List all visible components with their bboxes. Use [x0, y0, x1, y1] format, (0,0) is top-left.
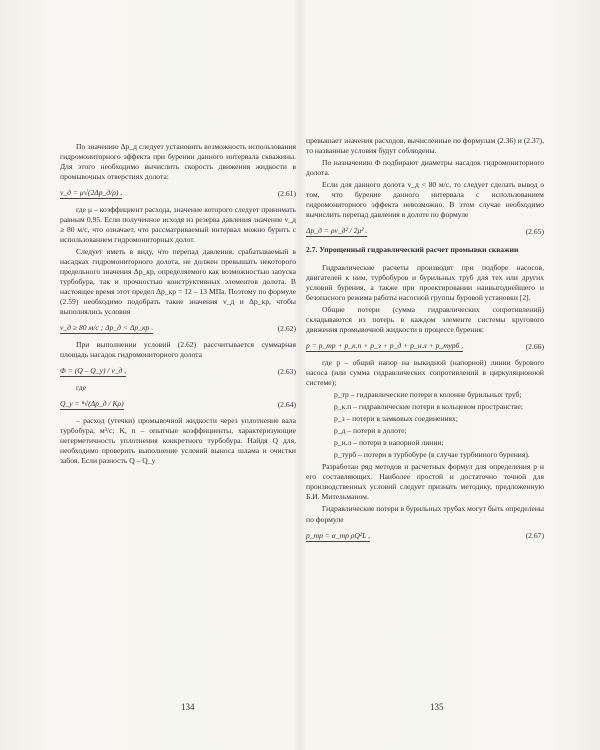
paragraph: Разработан ряд методов и расчетных формул для определения p и его составляющих. Наиболее простой и достаточно точной для производственных условий следует признать методику, предложенную Б.И. Мительманом.: [306, 462, 544, 502]
equation-number: (2.63): [277, 366, 296, 376]
definition-item: p_к.п – гидравлические потери в кольцевом пространстве;: [334, 402, 523, 412]
formula: v_д = μ√(2Δp_д/ρ) ,: [60, 188, 122, 199]
equation-number: (2.67): [525, 531, 544, 541]
paragraph: При выполнении условий (2.62) рассчитывается суммарная площадь насадок гидромониторного долота: [60, 340, 296, 360]
equation-2-64: [60, 399, 296, 410]
paragraph: По значению Δp_д следует установить возможность использования гидромониторного эффекта при бурении данного интервала скважины. Для этого необходимо вычислить скорость движения жидкости в промывочных отверстиях долота:: [60, 142, 296, 182]
where-label: где: [76, 383, 86, 393]
equation-2-66: [306, 341, 544, 352]
definition-item: p_тр – гидравлические потери в колонне бурильных труб;: [334, 390, 522, 400]
equation-2-65: [306, 226, 544, 237]
definition-item: p_д – потери в долоте;: [334, 426, 407, 436]
paragraph: превышает значения расходов, вычисленные по формулам (2.36) и (2.37), то названные условия будут соблюдены.: [306, 136, 544, 156]
paragraph: Гидравлические расчеты производят при подборе насосов, двигателей к ним, турбобуров и бурильных труб для тех или других условий бурения, а также при проектировании наивыгоднейшего и безопасного режима работы насосной группы буровой установки [2].: [306, 263, 544, 303]
paragraph: где p – общий напор на выкидной (напорной) линии бурового насоса (или сумма гидравлических сопротивлений в циркуляционной системе);: [306, 358, 544, 388]
definition-item: p_н.л – потери в напорной линии;: [334, 438, 444, 448]
paragraph: Следует иметь в виду, что перепад давления, срабатываемый в насадках гидромониторного долота, не должен превышать некоторого предельного значения Δp_кр, определяемого как возможностью запуска турбобура, так и прочностью конструктивных элементов долота. В настоящее время этот предел Δp_кр = 12 – 13 МПа. Поэтому по формуле (2.59) необходимо подобрать такие значения v_д и Δp_кр, чтобы выполнялись условия: [60, 247, 296, 317]
formula: v_д ≥ 80 м/с ; Δp_д < Δp_кр .: [60, 323, 153, 334]
paragraph: По назначению Φ подбирают диаметры насадок гидромониторного долота.: [306, 158, 544, 178]
equation-number: (2.62): [277, 323, 296, 333]
equation-2-61: [60, 188, 296, 199]
formula: Q_у = ⁿ√(Δp_д / Kρ): [60, 399, 124, 410]
definition-item: p_турб – потери в турбобуре (в случае турбинного бурения).: [334, 450, 530, 460]
formula: Φ = (Q – Q_у) / v_д ,: [60, 366, 126, 377]
paragraph: где μ – коэффициент расхода, значение которого следует принимать равным 0,95. Если полученное исходя из резерва давления значение v_д ≥ 80 м/с, что означает, что рассматриваемый интервал можно бурить с использованием гидромониторных долот.: [60, 205, 296, 245]
equation-2-62: [60, 323, 296, 334]
page-number-right: 135: [430, 702, 444, 712]
paragraph: Если для данного долота v_д < 80 м/с, то следует сделать вывод о том, что бурение данного интервала с использованием гидромониторного эффекта невозможно. В этом случае необходимо вычислить перепад давления в долоте по формуле: [306, 180, 544, 220]
equation-number: (2.65): [525, 226, 544, 236]
equation-number: (2.61): [277, 188, 296, 198]
equation-number: (2.66): [525, 341, 544, 351]
equation-2-63: [60, 366, 296, 377]
paragraph: Общие потери (сумма гидравлических сопротивлений) складываются из потерь в каждом элементе системы кругового движения промывочной жидкости в процессе бурения:: [306, 305, 544, 335]
equation-2-67: [306, 531, 544, 542]
paragraph: Гидравлические потери в бурильных трубах могут быть определены по формуле: [306, 504, 544, 524]
right-page: [306, 136, 544, 548]
paragraph: – расход (утечки) промывочной жидкости через уплотнение вала турбобура, м³/с; K, n – опытные коэффициенты, характеризующие негерметичность уплотнения конкретного турбобура. Найдя Q для, необходимо проверить выполнение условий выноса шлама и очистки забоя. Если разность Q – Q_у: [60, 416, 296, 466]
page-number-left: 134: [181, 702, 195, 712]
formula: Δp_д = ρv_д² / 2μ² .: [306, 226, 367, 237]
definition-item: p_з – потери в замковых соединениях;: [334, 414, 458, 424]
section-heading: 2.7. Упрощенный гидравлический расчет промывки скважин: [306, 245, 519, 255]
formula: p_тр = α_тр ρQ²L ,: [306, 531, 370, 542]
equation-number: (2.64): [277, 399, 296, 409]
formula: p = p_тр + p_к.п + p_з + p_д + p_н.л + p_турб ,: [306, 341, 463, 352]
left-page: [60, 142, 296, 468]
